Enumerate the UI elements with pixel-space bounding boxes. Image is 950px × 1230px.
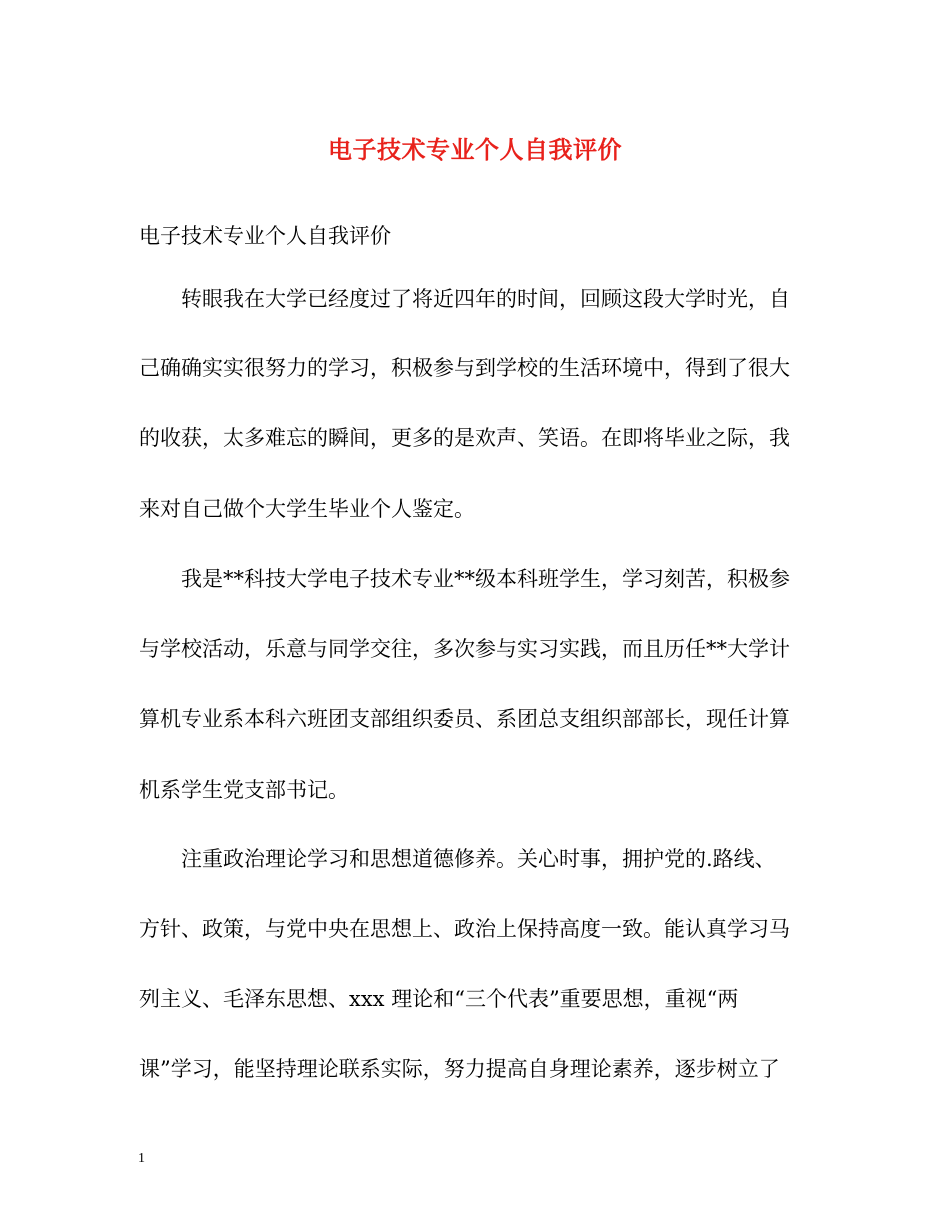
body-line: 己确确实实很努力的学习，积极参与到学校的生活环境中，得到了很大 <box>139 356 790 380</box>
body-line: 与学校活动，乐意与同学交往，多次参与实习实践，而且历任**大学计 <box>139 637 790 661</box>
body-line: 转眼我在大学已经度过了将近四年的时间，回顾这段大学时光，自 <box>181 287 790 311</box>
body-line: 我是**科技大学电子技术专业**级本科班学生，学习刻苦，积极参 <box>181 567 790 591</box>
page-number: 1 <box>138 1151 145 1166</box>
body-line: 注重政治理论学习和思想道德修养。关心时事，拥护党的.路线、 <box>181 847 776 871</box>
body-line: 的收获，太多难忘的瞬间，更多的是欢声、笑语。在即将毕业之际，我 <box>139 426 790 450</box>
body-line: 课”学习，能坚持理论联系实际，努力提高自身理论素养，逐步树立了 <box>139 1057 780 1081</box>
body-line: 方针、政策，与党中央在思想上、政治上保持高度一致。能认真学习马 <box>139 917 790 941</box>
body-line: 机系学生党支部书记。 <box>139 778 349 802</box>
body-line: 列主义、毛泽东思想、xxx 理论和“三个代表”重要思想，重视“两 <box>139 987 739 1011</box>
body-line: 算机专业系本科六班团支部组织委员、系团总支组织部部长，现任计算 <box>139 707 790 731</box>
document-title: 电子技术专业个人自我评价 <box>328 135 622 164</box>
body-line-subtitle: 电子技术专业个人自我评价 <box>139 224 391 248</box>
body-line: 来对自己做个大学生毕业个人鉴定。 <box>139 497 475 521</box>
